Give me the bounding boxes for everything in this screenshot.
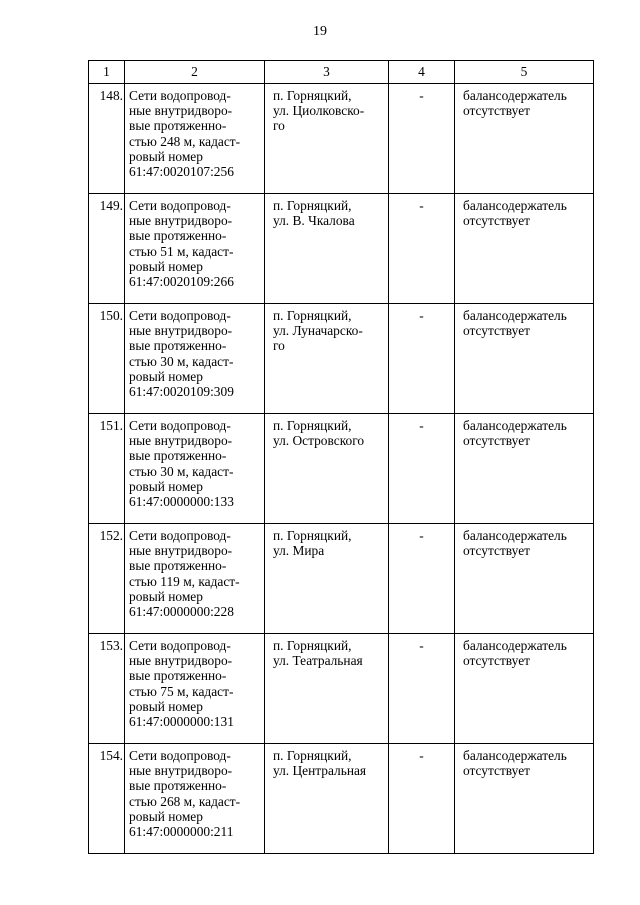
description-line: ные внутридворо-	[129, 103, 233, 119]
description-line: Сети водопровод-	[129, 528, 231, 543]
holder-line: отсутствует	[463, 653, 530, 669]
holder-line: отсутствует	[463, 213, 530, 229]
holder-line: балансодержатель	[463, 198, 567, 213]
object-address	[265, 84, 389, 194]
address-line: ул. Островского	[273, 433, 365, 449]
holder-line: отсутствует	[463, 433, 530, 449]
object-description	[125, 524, 265, 634]
description-line: 61:47:0000000:133	[129, 494, 234, 510]
balance-holder	[455, 744, 594, 854]
holder-line: балансодержатель	[463, 528, 567, 543]
object-address	[265, 304, 389, 414]
address-line: ул. Театральная	[273, 653, 363, 669]
address-line: ул. Мира	[273, 543, 325, 559]
address-line: го	[273, 118, 285, 134]
holder-line: отсутствует	[463, 103, 530, 119]
description-line: 61:47:0000000:211	[129, 824, 234, 840]
description-line: вые протяженно-	[129, 668, 227, 684]
description-line: 61:47:0000000:228	[129, 604, 234, 620]
description-line: Сети водопровод-	[129, 418, 231, 433]
object-description	[125, 194, 265, 304]
holder-line: отсутствует	[463, 543, 530, 559]
address-line: го	[273, 338, 285, 354]
row-number: 148.	[89, 84, 125, 194]
description-line: Сети водопровод-	[129, 88, 231, 103]
description-line: стью 30 м, кадаст-	[129, 353, 234, 369]
balance-holder	[455, 84, 594, 194]
balance-holder	[455, 194, 594, 304]
object-address	[265, 744, 389, 854]
description-line: вые протяженно-	[129, 448, 227, 464]
registry-table	[88, 60, 594, 854]
column-header: 5	[455, 61, 594, 84]
holder-line: балансодержатель	[463, 88, 567, 103]
column-4-value: -	[389, 744, 455, 854]
row-number: 154.	[89, 744, 125, 854]
object-description	[125, 84, 265, 194]
description-line: ные внутридворо-	[129, 433, 233, 449]
row-number: 149.	[89, 194, 125, 304]
description-line: 61:47:0020109:266	[129, 274, 234, 290]
description-line: Сети водопровод-	[129, 748, 231, 763]
description-line: ровый номер	[129, 258, 203, 274]
description-line: 61:47:0000000:131	[129, 714, 234, 730]
description-line: ровый номер	[129, 148, 203, 164]
object-address	[265, 524, 389, 634]
holder-line: балансодержатель	[463, 418, 567, 433]
holder-line: отсутствует	[463, 763, 530, 779]
column-4-value: -	[389, 524, 455, 634]
balance-holder	[455, 414, 594, 524]
description-line: Сети водопровод-	[129, 198, 231, 213]
holder-line: балансодержатель	[463, 748, 567, 763]
balance-holder	[455, 304, 594, 414]
description-line: стью 30 м, кадаст-	[129, 463, 234, 479]
description-line: ные внутридворо-	[129, 213, 233, 229]
description-line: ровый номер	[129, 368, 203, 384]
description-line: ровый номер	[129, 808, 203, 824]
description-line: ные внутридворо-	[129, 543, 233, 559]
description-line: вые протяженно-	[129, 558, 227, 574]
row-number: 152.	[89, 524, 125, 634]
address-line: ул. Циолковско-	[273, 103, 365, 119]
address-line: ул. В. Чкалова	[273, 213, 355, 229]
description-line: вые протяженно-	[129, 118, 227, 134]
row-number: 153.	[89, 634, 125, 744]
description-line: стью 119 м, кадаст-	[129, 573, 240, 589]
holder-line: отсутствует	[463, 323, 530, 339]
balance-holder	[455, 634, 594, 744]
description-line: вые протяженно-	[129, 228, 227, 244]
object-description	[125, 744, 265, 854]
address-line: п. Горняцкий,	[273, 418, 352, 433]
description-line: стью 268 м, кадаст-	[129, 793, 241, 809]
description-line: ные внутридворо-	[129, 323, 233, 339]
row-number: 151.	[89, 414, 125, 524]
table-row	[89, 414, 594, 524]
holder-line: балансодержатель	[463, 638, 567, 653]
table-row	[89, 194, 594, 304]
object-description	[125, 304, 265, 414]
address-line: п. Горняцкий,	[273, 88, 352, 103]
object-address	[265, 414, 389, 524]
address-line: п. Горняцкий,	[273, 638, 352, 653]
column-4-value: -	[389, 634, 455, 744]
address-line: ул. Луначарско-	[273, 323, 363, 339]
column-header: 4	[389, 61, 455, 84]
description-line: вые протяженно-	[129, 778, 227, 794]
address-line: п. Горняцкий,	[273, 198, 352, 213]
description-line: вые протяженно-	[129, 338, 227, 354]
address-line: ул. Центральная	[273, 763, 367, 779]
description-line: стью 51 м, кадаст-	[129, 243, 234, 259]
column-header: 2	[125, 61, 265, 84]
description-line: ровый номер	[129, 478, 203, 494]
object-address	[265, 634, 389, 744]
column-4-value: -	[389, 304, 455, 414]
description-line: Сети водопровод-	[129, 308, 231, 323]
address-line: п. Горняцкий,	[273, 308, 352, 323]
table-header-row	[89, 61, 594, 84]
table-row	[89, 634, 594, 744]
address-line: п. Горняцкий,	[273, 528, 352, 543]
column-header: 3	[265, 61, 389, 84]
description-line: ровый номер	[129, 698, 203, 714]
column-4-value: -	[389, 414, 455, 524]
column-4-value: -	[389, 84, 455, 194]
description-line: ровый номер	[129, 588, 203, 604]
description-line: Сети водопровод-	[129, 638, 231, 653]
table-row	[89, 304, 594, 414]
description-line: ные внутридворо-	[129, 653, 233, 669]
description-line: ные внутридворо-	[129, 763, 233, 779]
column-header: 1	[89, 61, 125, 84]
holder-line: балансодержатель	[463, 308, 567, 323]
object-description	[125, 634, 265, 744]
row-number: 150.	[89, 304, 125, 414]
address-line: п. Горняцкий,	[273, 748, 352, 763]
balance-holder	[455, 524, 594, 634]
description-line: 61:47:0020109:309	[129, 384, 234, 400]
page-number: 19	[313, 24, 327, 39]
description-line: 61:47:0020107:256	[129, 164, 234, 180]
table-row	[89, 744, 594, 854]
description-line: стью 75 м, кадаст-	[129, 683, 234, 699]
description-line: стью 248 м, кадаст-	[129, 133, 241, 149]
object-description	[125, 414, 265, 524]
table-row	[89, 84, 594, 194]
object-address	[265, 194, 389, 304]
column-4-value: -	[389, 194, 455, 304]
table-row	[89, 524, 594, 634]
